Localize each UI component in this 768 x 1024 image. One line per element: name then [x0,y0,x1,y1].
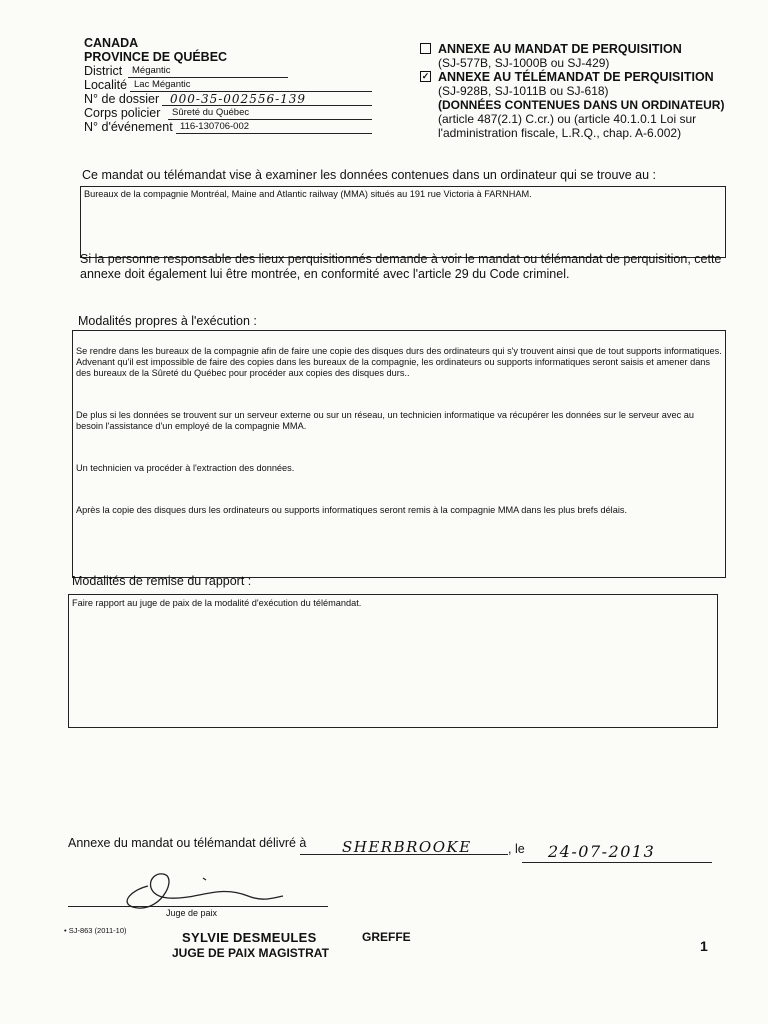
police-corps-field: Corps policier Sûreté du Québec [84,106,384,120]
country: CANADA [84,36,139,50]
event-number-value: 116-130706-002 [180,121,250,132]
province: PROVINCE DE QUÉBEC [84,50,228,64]
date-prefix: , le [508,842,525,856]
law-reference-2: l'administration fiscale, L.R.Q., chap. A-6.002) [438,126,682,140]
file-number-value: 000-35-002556-139 [170,92,307,106]
judge-title: JUGE DE PAIX MAGISTRAT [172,946,329,960]
execution-paragraph: De plus si les données se trouvent sur un serveur externe ou sur un réseau, un technicien informatique va récupérer les données sur le serveur avec au besoin l'assistance d'un employé de la compagnie MMA. [76,410,694,431]
location-text: Bureaux de la compagnie Montréal, Maine and Atlantic railway (MMA) situés au 191 rue Victoria à FARNHAM. [84,189,532,199]
report-text: Faire rapport au juge de paix de la modalité d'exécution du télémandat. [72,598,362,608]
execution-paragraph: Après la copie des disques durs les ordinateurs ou supports informatiques seront remis à la compagnie MMA dans les plus brefs délais. [76,505,628,515]
law-reference-1: (article 487(2.1) C.cr.) ou (article 40.1.0.1 Loi sur [438,112,697,126]
report-title: Modalités de remise du rapport : [72,574,252,588]
annex-telewarrant-checkbox[interactable]: ✓ [421,71,430,81]
form-code: • SJ-863 (2011-10) [64,926,127,935]
jurisdiction-block [84,36,384,134]
annex-warrant-option[interactable]: ANNEXE AU MANDAT DE PERQUISITION [420,42,740,56]
annex-warrant-checkbox[interactable] [420,43,431,54]
event-number-field: N° d'événement 116-130706-002 [84,120,384,134]
annex-subtitle: (DONNÉES CONTENUES DANS UN ORDINATEUR) [438,98,725,112]
execution-box [72,330,726,578]
notice-text: Si la personne responsable des lieux perquisitionnés demande à voir le mandat ou télémandat de perquisition, cette annexe doit également lui être montrée, en conformité avec l'article 29 du Code criminel. [80,252,722,281]
greffe-label: GREFFE [362,930,411,944]
locality-value: Lac Mégantic [134,79,191,90]
signature-caption: Juge de paix [166,908,218,918]
annex-warrant-ref: (SJ-577B, SJ-1000B ou SJ-429) [438,56,610,70]
execution-paragraph: Un technicien va procéder à l'extraction des données. [76,463,295,473]
delivery-place: SHERBROOKE [342,838,472,856]
judge-name: SYLVIE DESMEULES [182,930,317,945]
location-box [80,186,726,258]
execution-paragraph: Se rendre dans les bureaux de la compagnie afin de faire une copie des disques durs des ordinateurs qui s'y trouvent ainsi que de tout supports informatiques. Advenant qu'il est impossible de faire des copies dans les bureaux de la compagnie, les ordinateurs ou supports informatiques seront saisis et amener dans des bureaux de la Sûreté du Québec pour procéder aux copies des disques durs.. [76,346,722,378]
file-number-field: N° de dossier 000-35-002556-139 [84,92,384,106]
delivery-date: 24-07-2013 [548,842,656,861]
district-value: Mégantic [132,65,171,76]
annex-type-block [420,42,740,140]
annex-telewarrant-option[interactable]: ✓ ANNEXE AU TÉLÉMANDAT DE PERQUISITION [421,70,714,84]
annex-telewarrant-ref: (SJ-928B, SJ-1011B ou SJ-618) [438,84,609,98]
locality-field: Localité Lac Mégantic [84,78,384,92]
delivery-prefix: Annexe du mandat ou télémandat délivré à [68,836,307,850]
execution-title: Modalités propres à l'exécution : [78,314,257,328]
location-title: Ce mandat ou télémandat vise à examiner les données contenues dans un ordinateur qui se trouve au : [82,168,656,182]
district-field: District Mégantic [84,64,384,78]
police-corps-value: Sûreté du Québec [172,107,250,118]
report-box [68,594,718,728]
page-number: 1 [700,938,708,954]
